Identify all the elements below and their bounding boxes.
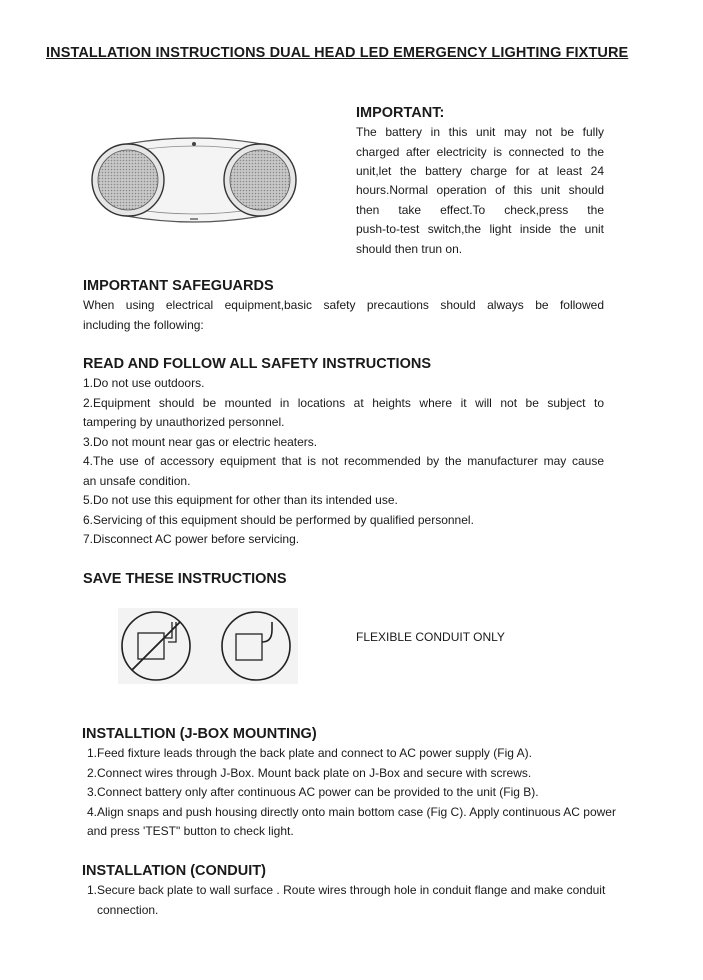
- safeguards-line: When using electrical equipment,basic safety precautions should always be followed: [83, 298, 604, 312]
- jbox-step: and press 'TEST" button to check light.: [87, 824, 294, 838]
- important-heading: IMPORTANT:: [356, 105, 445, 121]
- safety-item: 6.Servicing of this equipment should be performed by qualified personnel.: [83, 513, 474, 527]
- safety-item: 4.The use of accessory equipment that is not recommended by the manufacturer may cause: [83, 454, 604, 468]
- document-title: INSTALLATION INSTRUCTIONS DUAL HEAD LED EMERGENCY LIGHTING FIXTURE: [46, 45, 629, 61]
- conduit-step: 1.Secure back plate to wall surface . Route wires through hole in conduit flange and make conduit: [87, 883, 606, 897]
- jbox-step: 2.Connect wires through J-Box. Mount back plate on J-Box and secure with screws.: [87, 766, 532, 780]
- flexible-conduit-icon: [222, 612, 290, 680]
- safety-item: 1.Do not use outdoors.: [83, 376, 205, 390]
- safety-item: 2.Equipment should be mounted in locations at heights where it will not be subject to: [83, 396, 604, 410]
- jbox-step: 3.Connect battery only after continuous AC power can be provided to the unit (Fig B).: [87, 785, 539, 799]
- no-rigid-conduit-icon: [122, 612, 190, 680]
- save-heading: SAVE THESE INSTRUCTIONS: [83, 571, 287, 587]
- dual-head-fixture-icon: [86, 132, 302, 228]
- safety-item: an unsafe condition.: [83, 474, 191, 488]
- jbox-step: 4.Align snaps and push housing directly onto main bottom case (Fig C). Apply continuous AC power: [87, 805, 616, 819]
- safety-item: 5.Do not use this equipment for other than its intended use.: [83, 493, 398, 507]
- safeguards-heading: IMPORTANT SAFEGUARDS: [83, 278, 274, 294]
- safeguards-line: including the following:: [83, 318, 204, 332]
- conduit-heading: INSTALLATION (CONDUIT): [82, 863, 266, 879]
- safety-item: tampering by unauthorized personnel.: [83, 415, 285, 429]
- conduit-step: connection.: [97, 903, 159, 917]
- important-line: then take effect.To check,press the: [356, 203, 604, 217]
- conduit-symbols-graphic: [118, 608, 298, 684]
- important-line: hours.Normal operation of this unit should: [356, 183, 604, 197]
- conduit-symbols: [118, 608, 298, 684]
- jbox-heading: INSTALLTION (J-BOX MOUNTING): [82, 726, 317, 742]
- safety-heading: READ AND FOLLOW ALL SAFETY INSTRUCTIONS: [83, 356, 431, 372]
- flexible-conduit-label: FLEXIBLE CONDUIT ONLY: [356, 630, 505, 644]
- important-line: push-to-test switch,the light inside the unit: [356, 222, 604, 236]
- safety-item: 3.Do not mount near gas or electric heaters.: [83, 435, 318, 449]
- important-line: The battery in this unit may not be fully: [356, 125, 604, 139]
- important-line: should then trun on.: [356, 242, 463, 256]
- jbox-step: 1.Feed fixture leads through the back plate and connect to AC power supply (Fig A).: [87, 746, 532, 760]
- fixture-illustration: [86, 132, 302, 228]
- safety-item: 7.Disconnect AC power before servicing.: [83, 532, 300, 546]
- important-line: charged after electricity is connected to the: [356, 145, 604, 159]
- important-line: unit,let the battery charge for at least 24: [356, 164, 604, 178]
